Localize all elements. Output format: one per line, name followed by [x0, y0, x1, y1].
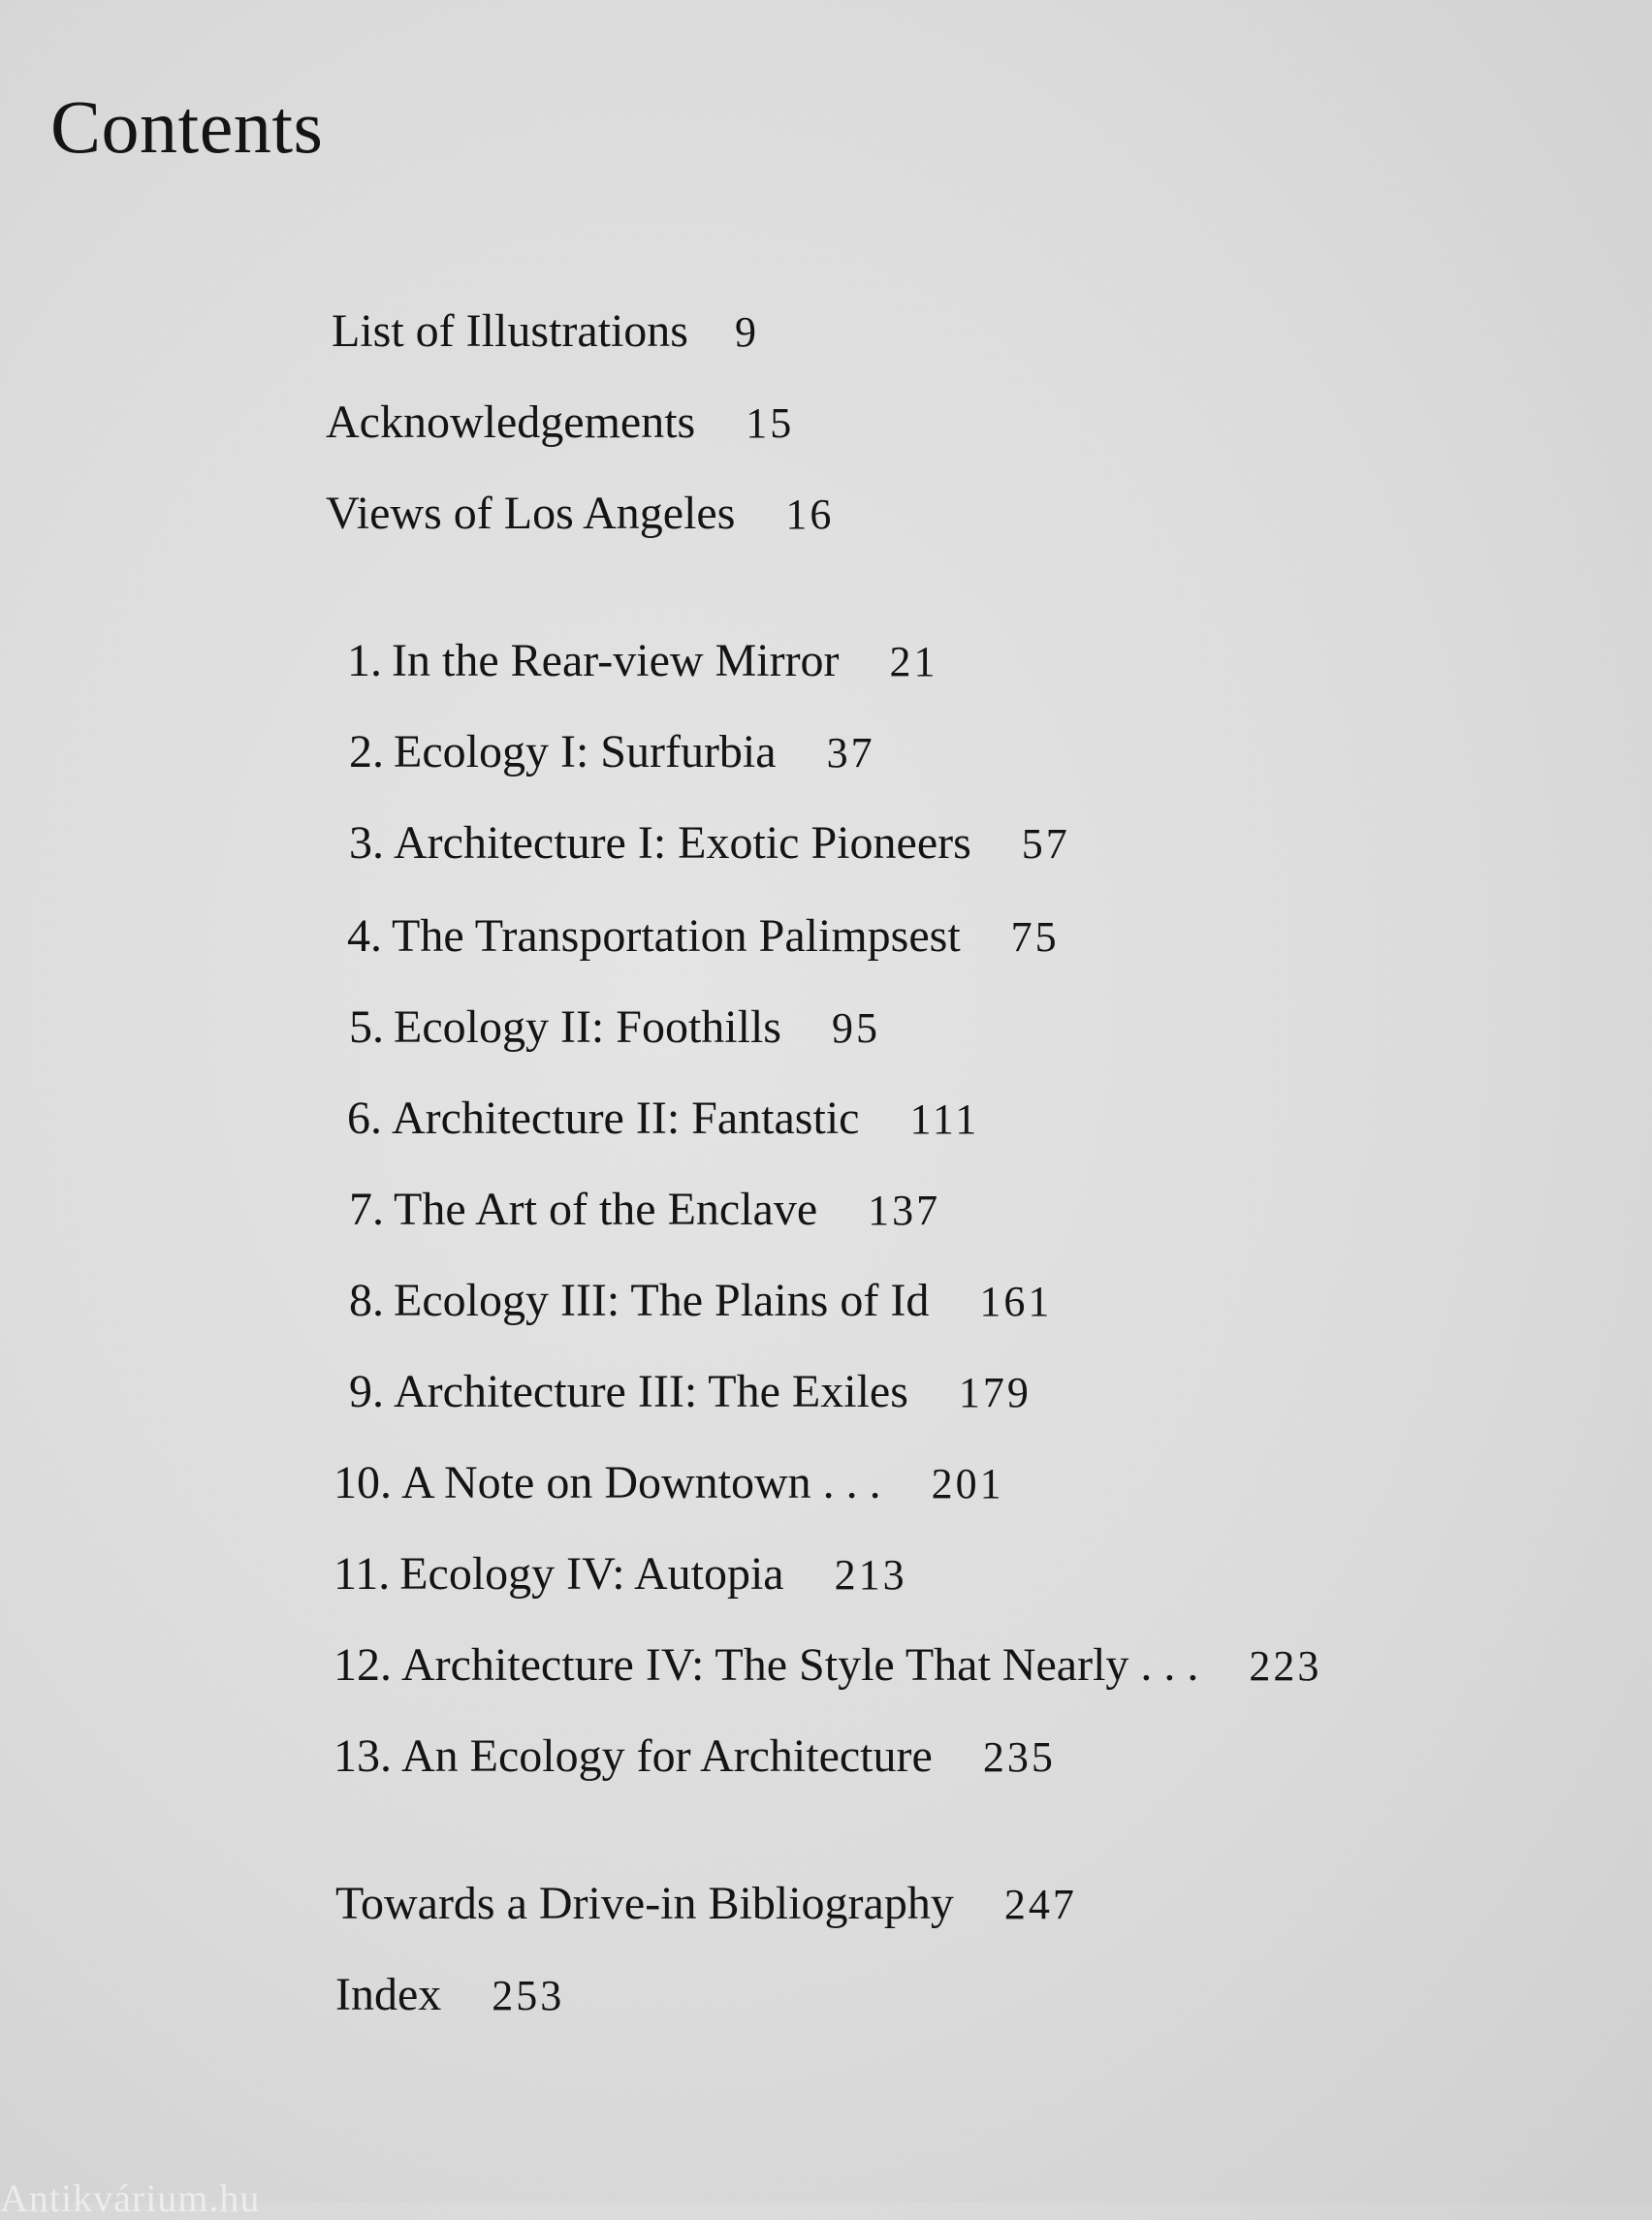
toc-entry-number: 11. — [334, 1548, 391, 1600]
watermark: Antikvárium.hu — [0, 2176, 261, 2220]
toc-entry-title: Views of Los Angeles — [326, 488, 736, 539]
toc-entry-number: 10. — [334, 1457, 392, 1508]
toc-entry-page: 213 — [834, 1551, 907, 1599]
toc-entry-chapter — [349, 1275, 1053, 1326]
toc-entry-title: Ecology IV: Autopia — [399, 1548, 784, 1600]
toc-entry-number: 6. — [347, 1093, 382, 1144]
toc-entry-title: Acknowledgements — [326, 396, 696, 448]
toc-entry-title: An Ecology for Architecture — [401, 1730, 933, 1782]
toc-entry-chapter — [349, 1184, 941, 1235]
toc-entry-page: 247 — [1003, 1881, 1077, 1928]
toc-entry-chapter — [347, 910, 1060, 962]
toc-entry-page: 75 — [1010, 913, 1060, 961]
toc-entry-page: 111 — [909, 1095, 980, 1143]
toc-entry-page: 201 — [931, 1460, 1004, 1507]
toc-entry-page: 16 — [785, 491, 835, 538]
toc-entry-page: 179 — [958, 1369, 1032, 1416]
toc-entry-page: 161 — [979, 1278, 1053, 1325]
toc-entry-number: 7. — [349, 1184, 384, 1235]
toc-entry-number: 8. — [349, 1275, 384, 1326]
toc-entry-chapter — [349, 1001, 880, 1053]
toc-entry-chapter — [334, 1639, 1322, 1691]
toc-entry-chapter — [347, 635, 938, 686]
toc-entry-page: 21 — [889, 638, 938, 685]
toc-entry-front-matter — [332, 305, 759, 357]
toc-entry-back-matter — [335, 1878, 1077, 1929]
toc-entry-number: 2. — [349, 726, 384, 777]
toc-entry-number: 9. — [349, 1366, 384, 1417]
toc-entry-chapter — [334, 1730, 1056, 1782]
toc-entry-page: 137 — [868, 1187, 941, 1234]
toc-entry-title: The Art of the Enclave — [394, 1184, 818, 1235]
toc-entry-number: 4. — [347, 910, 382, 962]
toc-entry-title: Ecology III: The Plains of Id — [394, 1275, 930, 1326]
toc-entry-title: Index — [335, 1969, 442, 2020]
toc-entry-page: 235 — [982, 1733, 1056, 1781]
toc-entry-title: Towards a Drive-in Bibliography — [335, 1878, 954, 1929]
toc-entry-chapter — [334, 1457, 1004, 1508]
toc-entry-number: 5. — [349, 1001, 384, 1053]
toc-entry-title: Architecture IV: The Style That Nearly . . . — [401, 1639, 1199, 1691]
toc-entry-front-matter — [326, 488, 835, 539]
toc-entry-chapter — [349, 817, 1070, 869]
toc-entry-back-matter — [335, 1969, 565, 2020]
toc-entry-title: The Transportation Palimpsest — [392, 910, 961, 962]
toc-entry-chapter — [349, 726, 875, 777]
toc-entry-number: 12. — [334, 1639, 392, 1691]
toc-entry-chapter — [347, 1095, 979, 1142]
toc-entry-title: Ecology I: Surfurbia — [394, 726, 777, 777]
toc-entry-page: 95 — [831, 1004, 880, 1052]
toc-entry-chapter — [334, 1548, 907, 1600]
toc-entry-page: 253 — [492, 1972, 565, 2019]
toc-entry-number: 1. — [347, 635, 382, 686]
toc-entry-title: In the Rear-view Mirror — [392, 635, 840, 686]
toc-entry-page: 57 — [1021, 820, 1070, 868]
toc-entry-page: 223 — [1249, 1642, 1322, 1690]
toc-entry-chapter — [349, 1366, 1032, 1417]
toc-entry-number: 13. — [334, 1730, 392, 1782]
toc-entry-page: 9 — [734, 308, 759, 356]
toc-entry-title: Architecture I: Exotic Pioneers — [394, 817, 971, 869]
toc-entry-front-matter — [326, 396, 795, 448]
toc-entry-title: Architecture III: The Exiles — [394, 1366, 908, 1417]
toc-entry-title: A Note on Downtown . . . — [401, 1457, 881, 1508]
toc-entry-title: Architecture II: Fantastic — [392, 1093, 860, 1144]
page-title: Contents — [50, 84, 324, 169]
toc-entry-number: 3. — [349, 817, 384, 869]
toc-entry-page: 15 — [746, 399, 795, 447]
toc-entry-title: List of Illustrations — [332, 305, 688, 357]
toc-entry-title: Ecology II: Foothills — [394, 1001, 781, 1053]
toc-entry-page: 37 — [826, 729, 875, 777]
